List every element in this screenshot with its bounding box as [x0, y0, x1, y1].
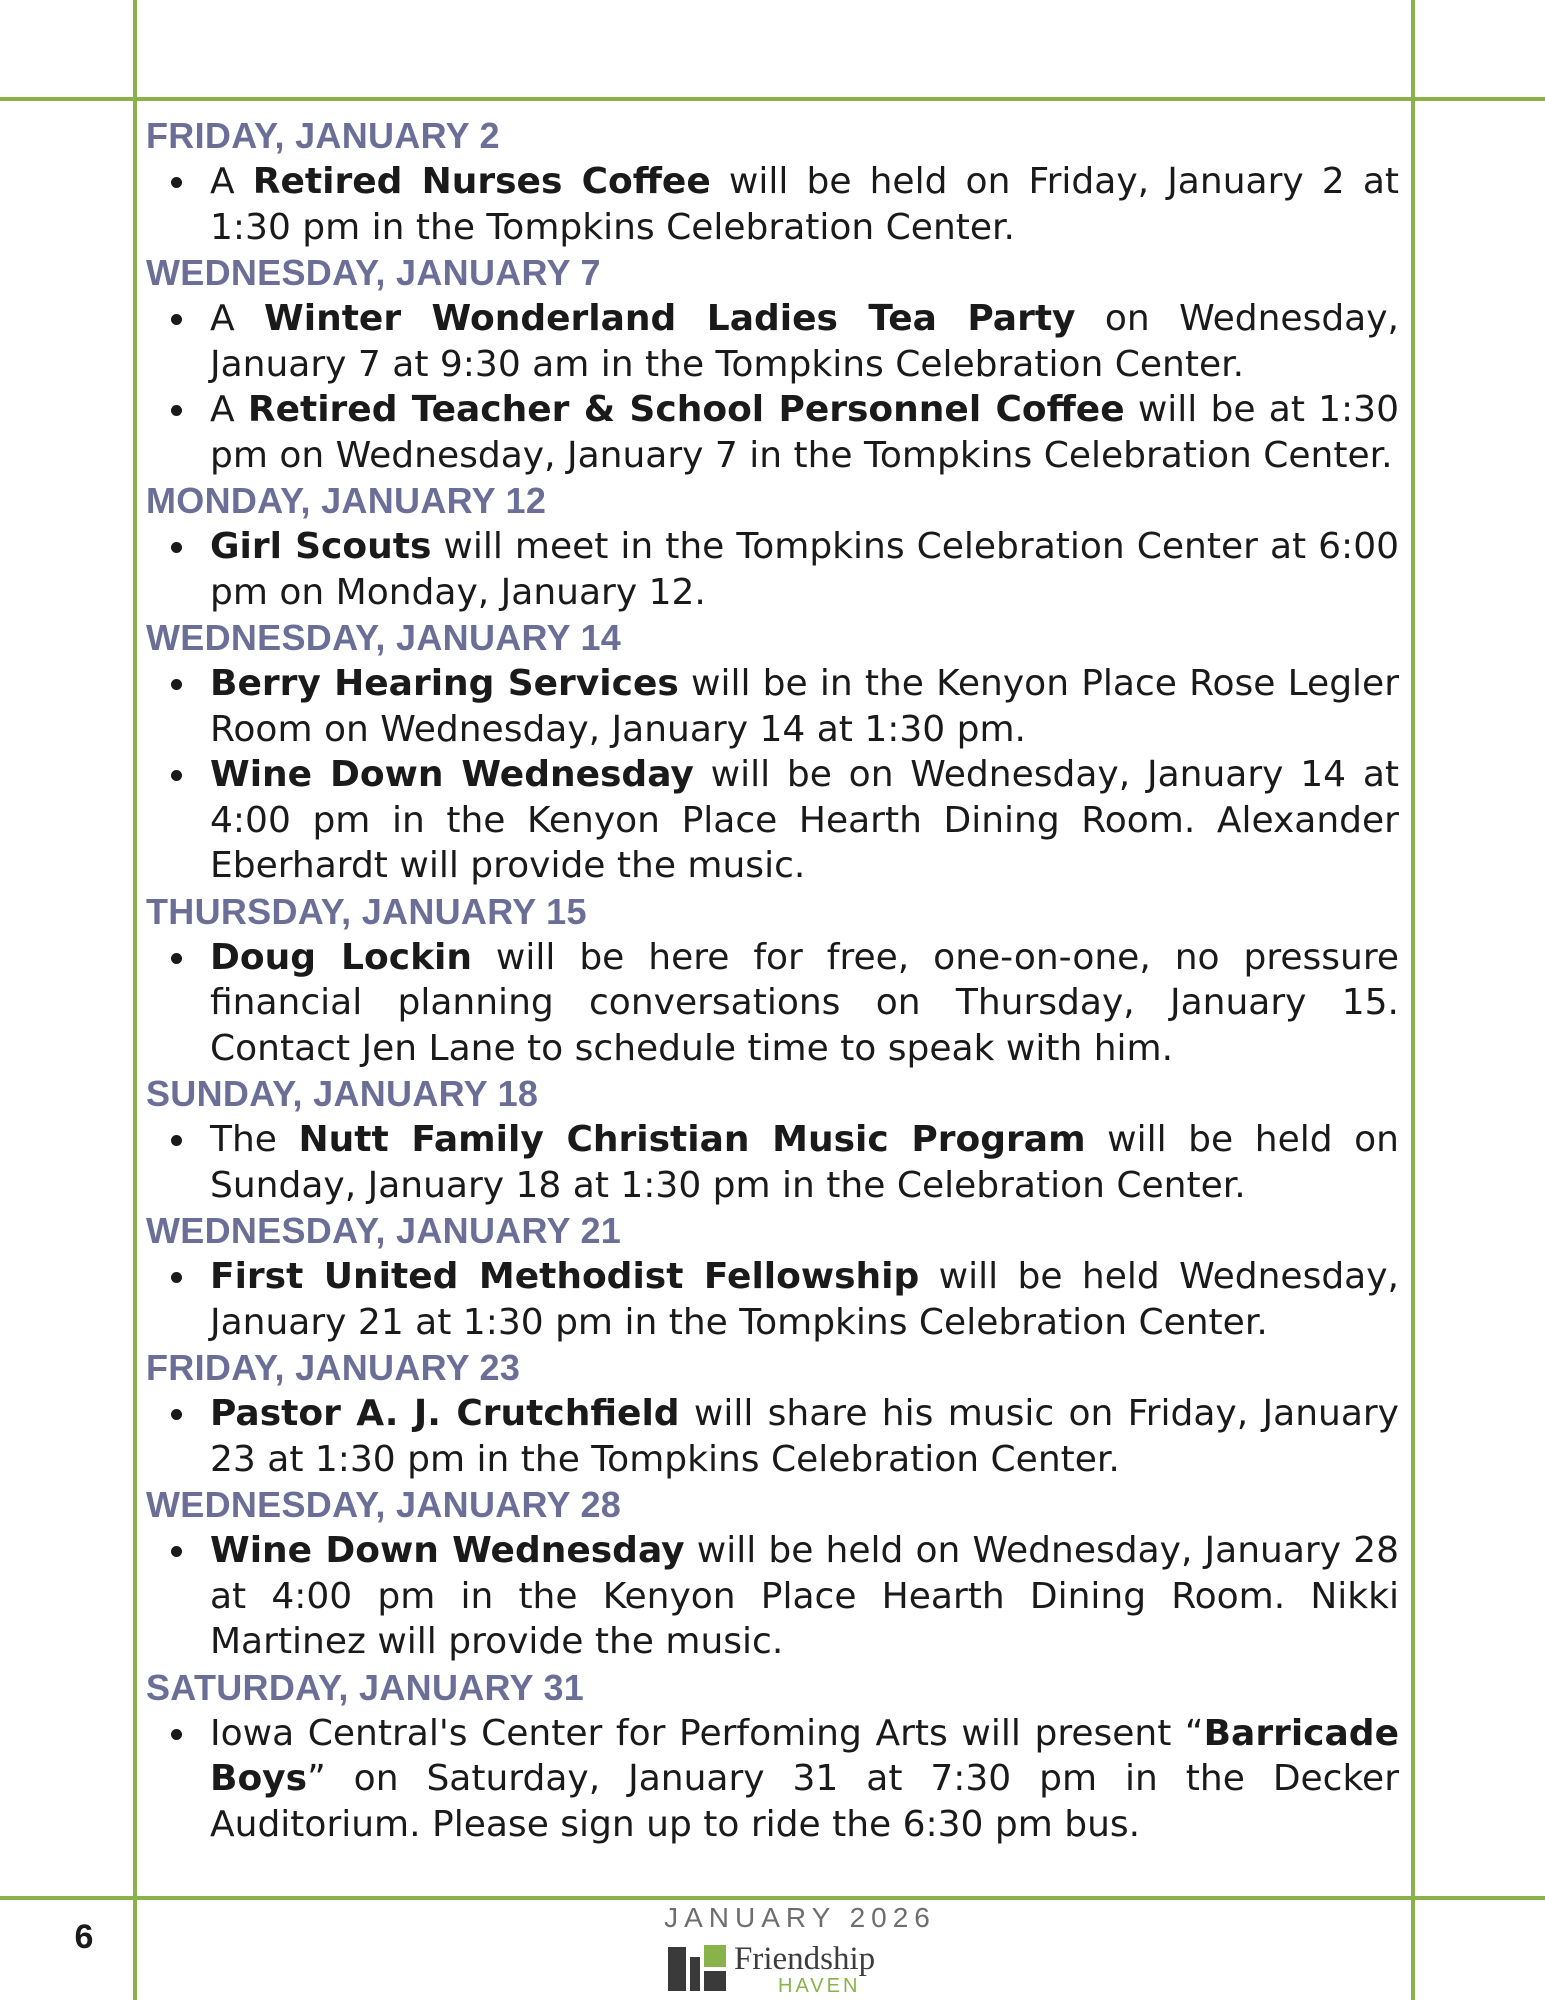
- day-heading: FRIDAY, JANUARY 23: [146, 1347, 521, 1388]
- event-item: [146, 1528, 1399, 1665]
- bullet-icon: [171, 1272, 182, 1283]
- event-list: [146, 1117, 1399, 1208]
- event-text-post: will be here for free, one-on-one, no pressure financial planning conversations on Thursday, January 15. Contact Jen Lane to schedule time to speak with him.: [210, 936, 1400, 1069]
- event-item: [146, 1391, 1399, 1482]
- event-list: [146, 1711, 1399, 1848]
- day-heading: WEDNESDAY, JANUARY 21: [146, 1210, 622, 1251]
- event-item: [146, 935, 1399, 1072]
- bullet-icon: [171, 1546, 182, 1557]
- page-number: 6: [74, 1918, 94, 1956]
- event-title: Winter Wonderland Ladies Tea Party: [264, 298, 1076, 339]
- event-item: [146, 661, 1399, 752]
- event-item: [146, 1254, 1399, 1345]
- event-title: Retired Teacher & School Personnel Coffee: [247, 389, 1125, 430]
- day-heading: WEDNESDAY, JANUARY 14: [146, 617, 622, 658]
- day-heading: SUNDAY, JANUARY 18: [146, 1073, 539, 1114]
- event-list: [146, 1528, 1399, 1665]
- event-item: [146, 387, 1399, 478]
- event-item: [146, 752, 1399, 889]
- event-text-post: will be held on Sunday, January 18 at 1:30 pm in the Celebration Center.: [210, 1119, 1399, 1206]
- left-border-line: [133, 0, 137, 2000]
- right-border-line: [1411, 0, 1415, 2000]
- logo-sub: HAVEN: [778, 1975, 861, 1997]
- event-item: [146, 524, 1399, 615]
- footer-month: JANUARY 2026: [664, 1902, 936, 1933]
- bottom-border-line: [0, 1896, 1545, 1900]
- event-text-post: will be in the Kenyon Place Rose Legler Room on Wednesday, January 14 at 1:30 pm.: [210, 663, 1399, 750]
- event-text-post: will be held on Wednesday, January 28 at 4:00 pm in the Kenyon Place Hearth Dining Room. Nikki Martinez will provide the music.: [210, 1530, 1399, 1662]
- bullet-icon: [171, 953, 182, 964]
- event-text-post: will be at 1:30 pm on Wednesday, January 7 in the Tompkins Celebration Center.: [210, 389, 1399, 476]
- day-heading: WEDNESDAY, JANUARY 28: [146, 1484, 622, 1525]
- bullet-icon: [171, 314, 182, 325]
- event-text-post: ” on Saturday, January 31 at 7:30 pm in the Decker Auditorium. Please sign up to ride the 6:30 pm bus.: [210, 1758, 1399, 1845]
- event-title: Barricade Boys: [210, 1712, 1399, 1799]
- event-title: First United Methodist Fellowship: [210, 1256, 920, 1297]
- bullet-icon: [171, 679, 182, 690]
- event-list: [146, 1254, 1399, 1345]
- event-title: Nutt Family Christian Music Program: [298, 1119, 1086, 1160]
- event-title: Pastor A. J. Crutchfield: [210, 1393, 680, 1434]
- logo-mark-icon: [666, 1943, 728, 1995]
- friendship-haven-logo: [666, 1943, 896, 1997]
- event-item: [146, 159, 1399, 250]
- event-text-post: will be held Wednesday, January 21 at 1:30 pm in the Tompkins Celebration Center.: [210, 1256, 1399, 1343]
- event-list: [146, 159, 1399, 250]
- event-title: Girl Scouts: [210, 526, 432, 567]
- event-text-post: will share his music on Friday, January 23 at 1:30 pm in the Tompkins Celebration Center.: [210, 1393, 1399, 1480]
- event-list: [146, 661, 1399, 889]
- event-item: [146, 1117, 1399, 1208]
- bullet-icon: [171, 1409, 182, 1420]
- event-text-post: will be on Wednesday, January 14 at 4:00 pm in the Kenyon Place Hearth Dining Room. Alexander Eberhardt will provide the music.: [210, 754, 1399, 886]
- event-item: [146, 296, 1399, 387]
- event-title: Wine Down Wednesday: [210, 754, 694, 795]
- event-text-pre: A: [210, 389, 248, 430]
- event-list: [146, 296, 1399, 478]
- event-list: [146, 1391, 1399, 1482]
- event-text-pre: A: [210, 298, 265, 339]
- day-heading: WEDNESDAY, JANUARY 7: [146, 252, 601, 293]
- event-item: [146, 1711, 1399, 1848]
- top-border-line: [0, 97, 1545, 101]
- event-title: Doug Lockin: [210, 936, 472, 978]
- event-list: [146, 524, 1399, 615]
- event-text-pre: A: [210, 161, 253, 202]
- event-text-pre: The: [210, 1119, 299, 1160]
- event-text-post: on Wednesday, January 7 at 9:30 am in the Tompkins Celebration Center.: [210, 298, 1399, 385]
- day-heading: SATURDAY, JANUARY 31: [146, 1666, 585, 1708]
- bullet-icon: [171, 177, 182, 188]
- logo-name: Friendship: [734, 1941, 876, 1977]
- day-heading: FRIDAY, JANUARY 2: [146, 115, 500, 156]
- bullet-icon: [171, 1729, 182, 1740]
- event-title: Berry Hearing Services: [210, 663, 679, 704]
- event-title: Retired Nurses Coffee: [252, 161, 711, 202]
- event-title: Wine Down Wednesday: [210, 1530, 685, 1571]
- event-text-post: will meet in the Tompkins Celebration Center at 6:00 pm on Monday, January 12.: [210, 526, 1399, 613]
- bullet-icon: [171, 1135, 182, 1146]
- event-text-post: will be held on Friday, January 2 at 1:30 pm in the Tompkins Celebration Center.: [210, 161, 1400, 248]
- bullet-icon: [171, 542, 182, 553]
- event-list: [146, 935, 1399, 1072]
- day-heading: THURSDAY, JANUARY 15: [146, 890, 587, 932]
- day-heading: MONDAY, JANUARY 12: [146, 480, 547, 521]
- events-list: [146, 113, 1399, 1847]
- bullet-icon: [171, 405, 182, 416]
- event-text-pre: Iowa Central's Center for Perfoming Arts will present “: [210, 1712, 1204, 1754]
- bullet-icon: [171, 770, 182, 781]
